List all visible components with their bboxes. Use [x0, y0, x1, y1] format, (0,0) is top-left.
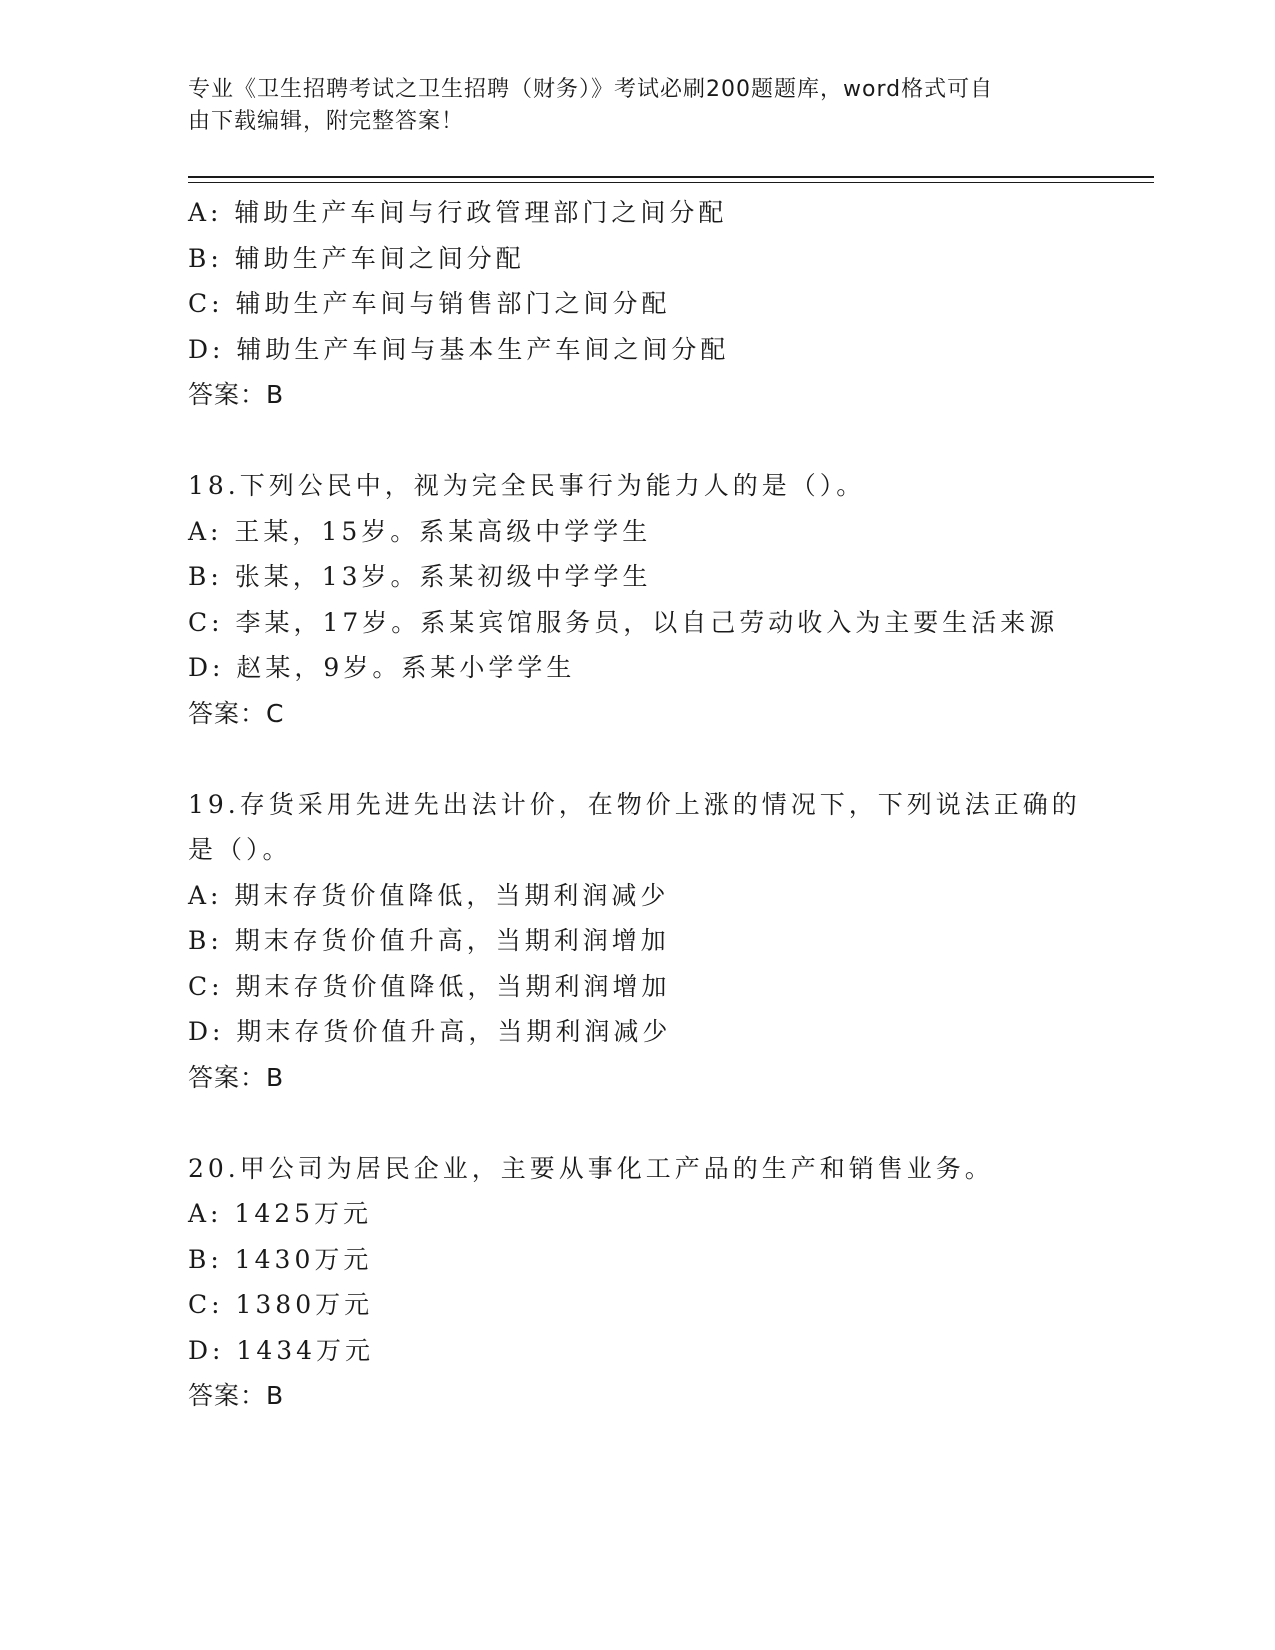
option-d: D: 期末存货价值升高，当期利润减少 — [188, 1017, 672, 1046]
option-b: B: 张某，13岁。系某初级中学学生 — [188, 562, 652, 591]
question-stem: 20.甲公司为居民企业，主要从事化工产品的生产和销售业务。 — [188, 1153, 994, 1183]
question-stem-line-1: 19.存货采用先进先出法计价，在物价上涨的情况下，下列说法正确的 — [188, 789, 1081, 819]
option-d: D: 1434万元 — [188, 1335, 375, 1365]
answer-line: 答案：B — [188, 1381, 285, 1410]
spacer — [188, 418, 1088, 464]
answer-line: 答案：B — [188, 380, 285, 409]
option-b: B: 1430万元 — [188, 1244, 373, 1274]
question-stem-line-2: 是（）。 — [188, 835, 292, 864]
question-block-18 — [188, 463, 1088, 736]
document-header — [188, 74, 1068, 138]
question-list — [188, 190, 1088, 1419]
option-c: C: 辅助生产车间与销售部门之间分配 — [188, 289, 671, 318]
question-stem: 18.下列公民中，视为完全民事行为能力人的是（）。 — [188, 471, 866, 500]
option-d: D: 辅助生产车间与基本生产车间之间分配 — [188, 334, 730, 364]
header-divider-thick — [188, 176, 1154, 178]
question-block-17 — [188, 190, 1088, 418]
option-b: B: 辅助生产车间之间分配 — [188, 243, 525, 273]
option-d: D: 赵某，9岁。系某小学学生 — [188, 653, 576, 682]
answer-line: 答案：C — [188, 698, 285, 728]
spacer — [188, 1100, 1088, 1146]
answer-line: 答案：B — [188, 1062, 285, 1092]
option-a: A: 辅助生产车间与行政管理部门之间分配 — [188, 198, 728, 227]
question-block-20 — [188, 1146, 1088, 1419]
spacer — [188, 736, 1088, 782]
option-a: A: 期末存货价值降低，当期利润减少 — [188, 880, 670, 910]
option-c: C: 1380万元 — [188, 1290, 374, 1319]
option-c: C: 期末存货价值降低，当期利润增加 — [188, 971, 671, 1001]
header-divider-thin — [188, 182, 1154, 183]
question-block-19 — [188, 782, 1088, 1101]
option-a: A: 王某，15岁。系某高级中学学生 — [188, 516, 652, 546]
header-title-line-1: 专业《卫生招聘考试之卫生招聘（财务）》考试必刷200题题库，word格式可自 — [188, 77, 994, 102]
header-title-line-2: 由下载编辑，附完整答案！ — [188, 109, 465, 134]
option-c: C: 李某，17岁。系某宾馆服务员，以自己劳动收入为主要生活来源 — [188, 607, 1059, 637]
option-b: B: 期末存货价值升高，当期利润增加 — [188, 926, 670, 955]
option-a: A: 1425万元 — [188, 1199, 373, 1228]
